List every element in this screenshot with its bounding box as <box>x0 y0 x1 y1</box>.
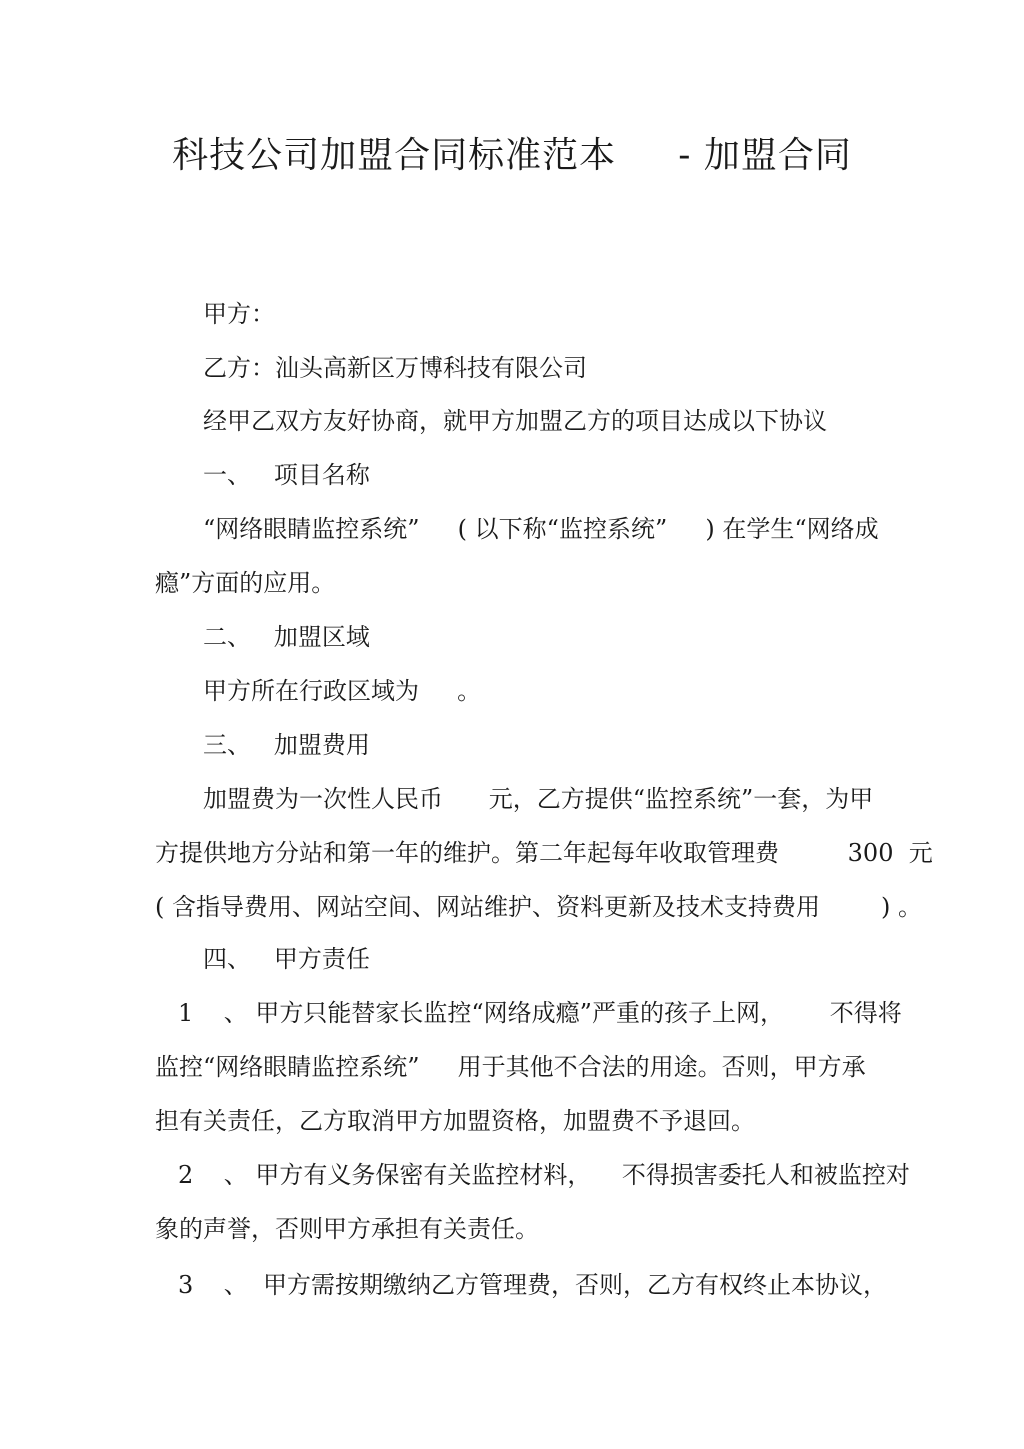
section-1-text-line-1: “网络眼睛监控系统” ( 以下称“监控系统” ) 在学生“网络成 <box>203 515 879 543</box>
item-3-line-1: 3 、 甲方需按期缴纳乙方管理费，否则，乙方有权终止本协议， <box>178 1271 888 1299</box>
section-1-heading: 一、 项目名称 <box>203 461 370 489</box>
party-b-line: 乙方：汕头高新区万博科技有限公司 <box>203 354 587 382</box>
section-1-text-line-2: 瘾”方面的应用。 <box>155 569 336 597</box>
party-a-line: 甲方： <box>203 300 275 328</box>
item-2-line-1: 2 、 甲方有义务保密有关监控材料， 不得损害委托人和被监控对 <box>178 1161 910 1189</box>
section-2-heading: 二、 加盟区域 <box>203 623 370 651</box>
item-1-line-3: 担有关责任，乙方取消甲方加盟资格，加盟费不予退回。 <box>155 1107 755 1135</box>
item-1-line-1: 1 、 甲方只能替家长监控“网络成瘾”严重的孩子上网， 不得将 <box>178 999 902 1027</box>
item-2-line-2: 象的声誉，否则甲方承担有关责任。 <box>155 1215 539 1243</box>
section-3-text-line-1: 加盟费为一次性人民币 元，乙方提供“监控系统”一套，为甲 <box>203 785 874 813</box>
item-1-line-2: 监控“网络眼睛监控系统” 用于其他不合法的用途。否则，甲方承 <box>155 1053 866 1081</box>
section-3-text-line-3: ( 含指导费用、网站空间、网站维护、资料更新及技术支持费用 ) 。 <box>155 893 923 921</box>
section-3-heading: 三、 加盟费用 <box>203 731 370 759</box>
preamble-line: 经甲乙双方友好协商，就甲方加盟乙方的项目达成以下协议 <box>203 407 827 435</box>
section-3-text-line-2: 方提供地方分站和第一年的维护。第二年起每年收取管理费 300 元 <box>155 839 933 867</box>
section-2-text-line-1: 甲方所在行政区域为 。 <box>203 677 482 705</box>
section-4-heading: 四、 甲方责任 <box>203 945 370 973</box>
document-title: 科技公司加盟合同标准范本 - 加盟合同 <box>172 135 852 176</box>
